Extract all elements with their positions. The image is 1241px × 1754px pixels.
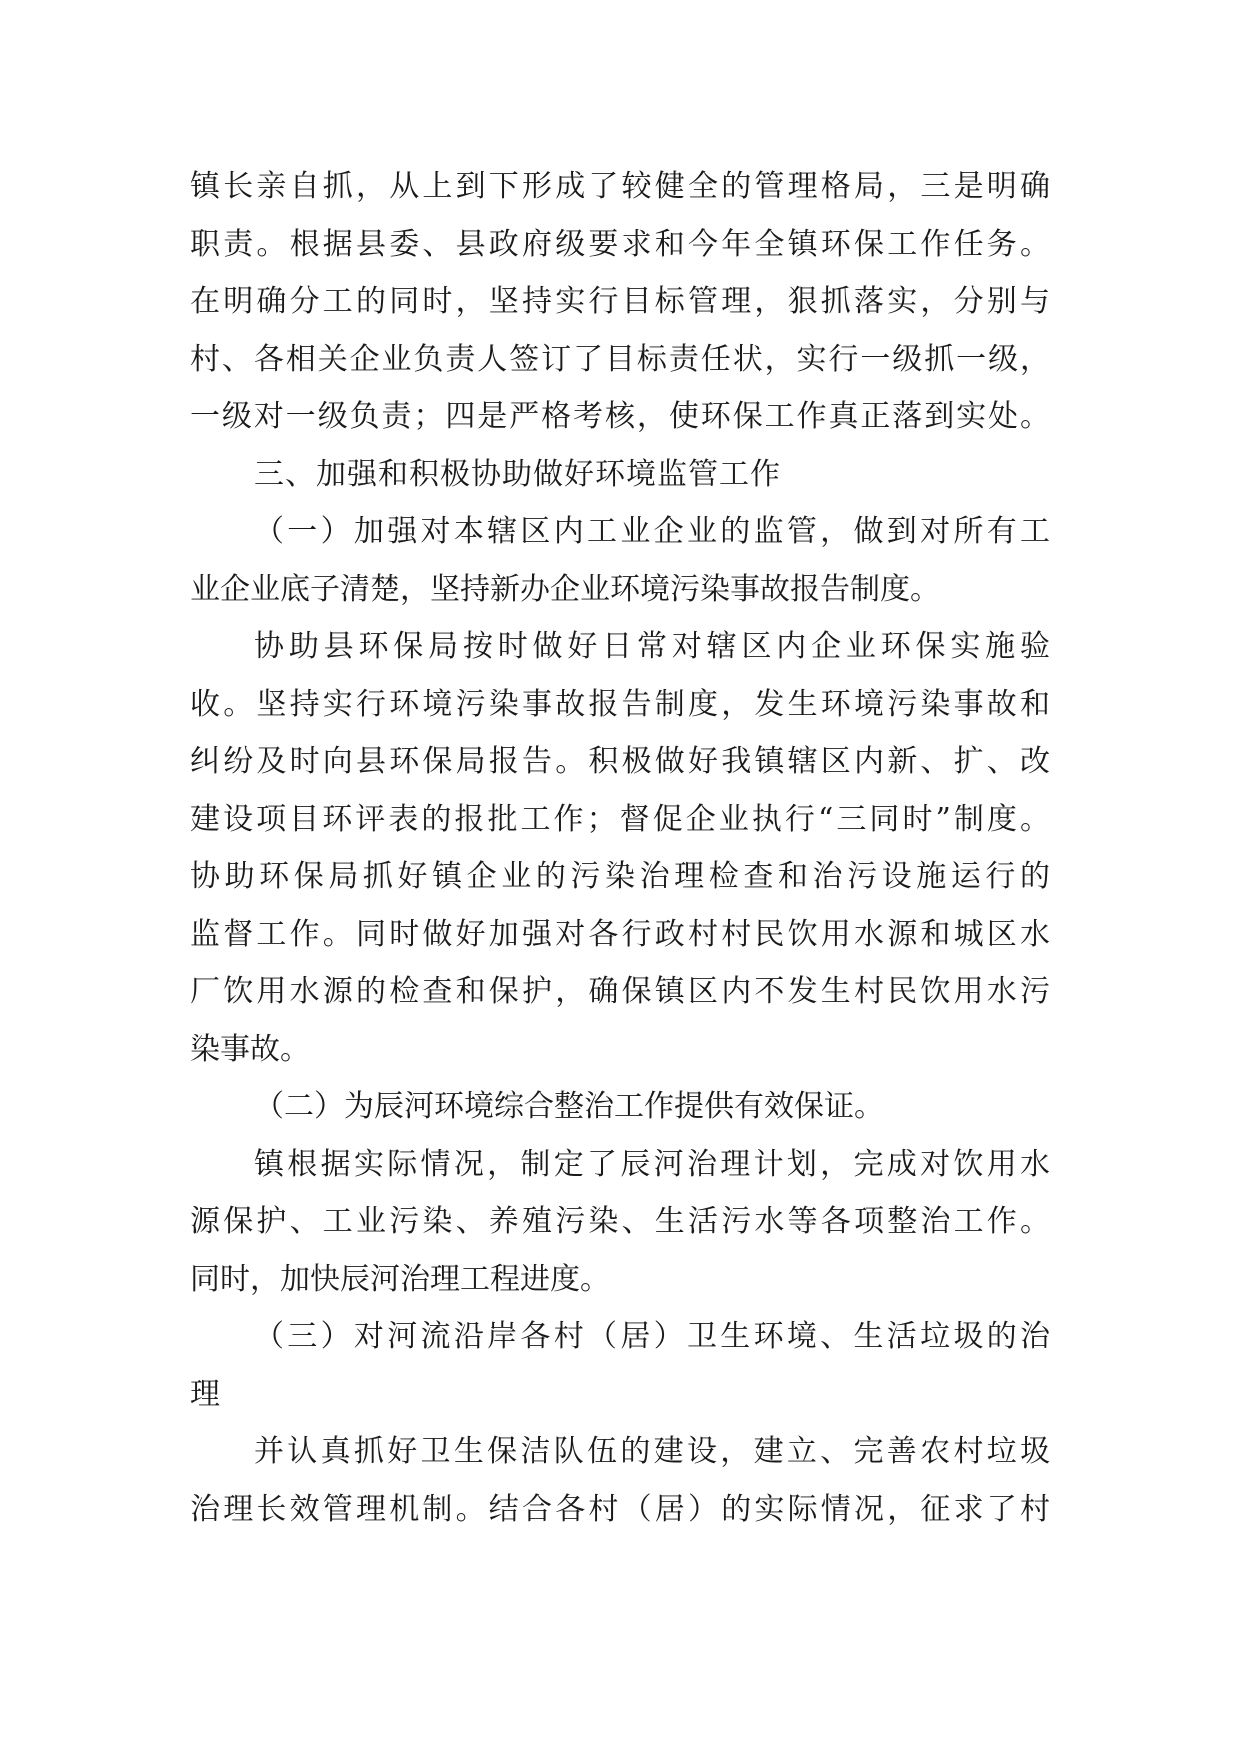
- text-line: 镇长亲自抓，从上到下形成了较健全的管理格局，三是明确: [190, 169, 1050, 204]
- text-line: 在明确分工的同时，坚持实行目标管理，狠抓落实，分别与: [190, 284, 1050, 319]
- text-line: 监督工作。同时做好加强对各行政村村民饮用水源和城区水: [190, 916, 1050, 952]
- document-body: [190, 158, 1050, 1538]
- text-line: 业企业底子清楚，坚持新办企业环境污染事故报告制度。: [190, 571, 940, 607]
- text-line: 镇根据实际情况，制定了辰河治理计划，完成对饮用水: [254, 1146, 1050, 1182]
- text-line: 并认真抓好卫生保洁队伍的建设，建立、完善农村垃圾: [254, 1434, 1050, 1469]
- text-line: 理: [190, 1376, 220, 1412]
- text-line: （二）为辰河环境综合整治工作提供有效保证。: [254, 1089, 884, 1124]
- text-line: 职责。根据县委、县政府级要求和今年全镇环保工作任务。: [190, 226, 1050, 262]
- text-line: 纠纷及时向县环保局报告。积极做好我镇辖区内新、扩、改: [190, 744, 1050, 779]
- text-line: 村、各相关企业负责人签订了目标责任状，实行一级抓一级，: [190, 341, 1050, 377]
- text-line: 厂饮用水源的检查和保护，确保镇区内不发生村民饮用水污: [190, 974, 1050, 1009]
- text-line: 收。坚持实行环境污染事故报告制度，发生环境污染事故和: [190, 686, 1050, 722]
- text-line: 源保护、工业污染、养殖污染、生活污水等各项整治工作。: [190, 1204, 1050, 1239]
- text-line: （一）加强对本辖区内工业企业的监管，做到对所有工: [254, 514, 1050, 549]
- text-line: （三）对河流沿岸各村（居）卫生环境、生活垃圾的治: [254, 1319, 1050, 1354]
- text-line: 染事故。: [190, 1031, 310, 1067]
- text-line: 建设项目环评表的报批工作；督促企业执行“三同时”制度。: [190, 801, 1050, 837]
- text-line: 协助县环保局按时做好日常对辖区内企业环保实施验: [254, 629, 1050, 664]
- text-line: 协助环保局抓好镇企业的污染治理检查和治污设施运行的: [190, 859, 1050, 894]
- section-heading: 三、加强和积极协助做好环境监管工作: [254, 456, 781, 492]
- text-line: 一级对一级负责；四是严格考核，使环保工作真正落到实处。: [190, 399, 1050, 434]
- text-line: 治理长效管理机制。结合各村（居）的实际情况，征求了村: [190, 1491, 1050, 1527]
- text-line: 同时，加快辰河治理工程进度。: [190, 1261, 610, 1297]
